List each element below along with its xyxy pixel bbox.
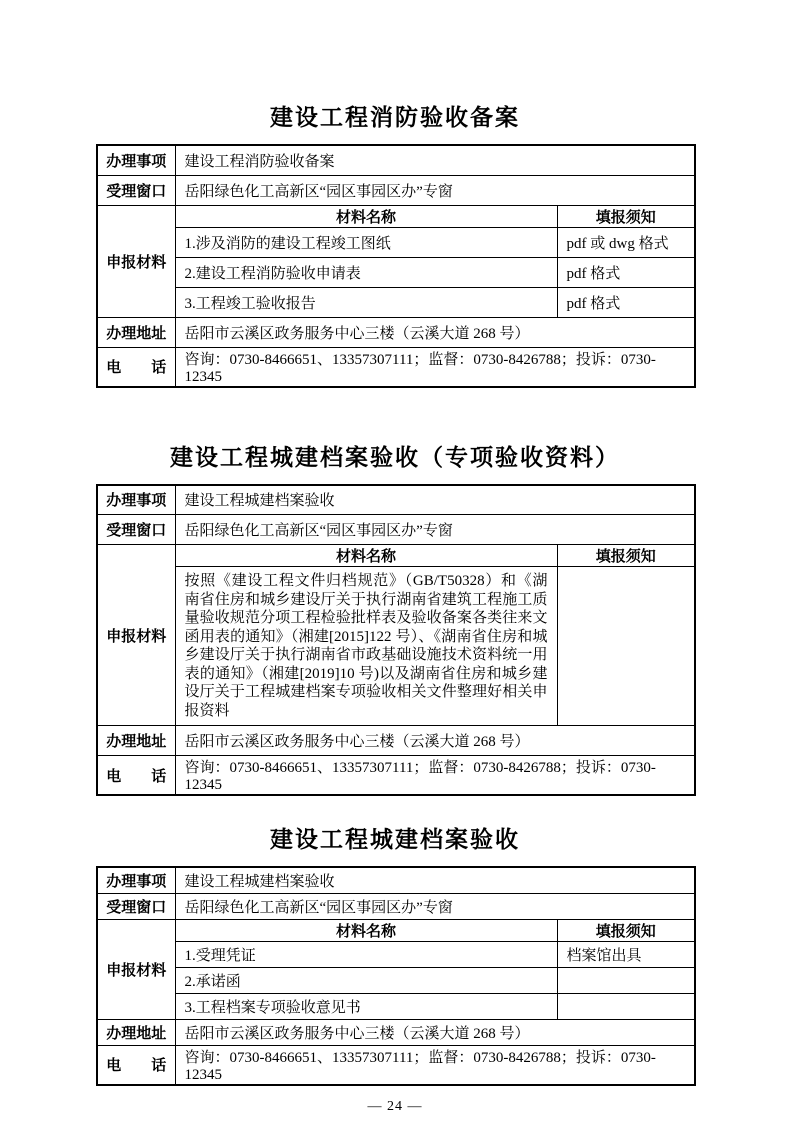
value-address: 岳阳市云溪区政务服务中心三楼（云溪大道 268 号） [175,317,695,347]
header-notes: 填报须知 [557,919,695,941]
value-item: 建设工程城建档案验收 [175,867,695,893]
material-name: 1.涉及消防的建设工程竣工图纸 [175,227,557,257]
material-row [97,257,695,287]
section-title: 建设工程消防验收备案 [270,105,520,130]
archive-special-table [96,484,696,797]
section-fire-inspection-record [96,104,694,388]
label-item: 办理事项 [97,145,175,175]
material-row [97,941,695,967]
label-phone: 电 话 [97,1045,175,1085]
material-name: 2.建设工程消防验收申请表 [175,257,557,287]
label-phone: 电 话 [97,756,175,796]
value-phone: 咨询：0730-8466651、13357307111；监督：0730-8426788；投诉：0730-12345 [175,1045,695,1085]
table-row-window [97,515,695,545]
fire-inspection-table [96,144,696,388]
table-row-materials-header [97,919,695,941]
material-row [97,287,695,317]
table-row-item [97,485,695,515]
label-window: 受理窗口 [97,515,175,545]
table-row-phone [97,347,695,387]
value-address: 岳阳市云溪区政务服务中心三楼（云溪大道 268 号） [175,1019,695,1045]
value-phone: 咨询：0730-8466651、13357307111；监督：0730-8426788；投诉：0730-12345 [175,756,695,796]
material-note: 档案馆出具 [557,941,695,967]
label-materials: 申报材料 [97,205,175,317]
section-archive-acceptance-special [96,444,694,797]
table-row-materials-header [97,205,695,227]
section-archive-acceptance [96,826,694,1086]
header-notes: 填报须知 [557,545,695,567]
value-address: 岳阳市云溪区政务服务中心三楼（云溪大道 268 号） [175,726,695,756]
page-number: — 24 — [367,1098,423,1114]
label-phone: 电 话 [97,347,175,387]
label-window: 受理窗口 [97,893,175,919]
material-note [557,993,695,1019]
table-row-address [97,317,695,347]
material-note: pdf 或 dwg 格式 [557,227,695,257]
document-content [96,104,694,1115]
material-row [97,227,695,257]
material-name: 3.工程竣工验收报告 [175,287,557,317]
value-phone: 咨询：0730-8466651、13357307111；监督：0730-8426788；投诉：0730-12345 [175,347,695,387]
value-item: 建设工程城建档案验收 [175,485,695,515]
label-address: 办理地址 [97,1019,175,1045]
archive-acceptance-table [96,866,696,1086]
table-row-item [97,867,695,893]
value-window: 岳阳绿色化工高新区“园区事园区办”专窗 [175,893,695,919]
value-window: 岳阳绿色化工高新区“园区事园区办”专窗 [175,515,695,545]
label-window: 受理窗口 [97,175,175,205]
label-materials: 申报材料 [97,919,175,1019]
material-row [97,967,695,993]
table-row-materials-header [97,545,695,567]
header-notes: 填报须知 [557,205,695,227]
section-title: 建设工程城建档案验收（专项验收资料） [170,444,620,470]
table-row-window [97,893,695,919]
table-row-phone [97,756,695,796]
label-item: 办理事项 [97,867,175,893]
table-row-phone [97,1045,695,1085]
label-materials: 申报材料 [97,545,175,726]
material-note: pdf 格式 [557,287,695,317]
material-name: 3.工程档案专项验收意见书 [175,993,557,1019]
table-row-window [97,175,695,205]
header-material-name: 材料名称 [175,205,557,227]
material-note: pdf 格式 [557,257,695,287]
material-row [97,993,695,1019]
header-material-name: 材料名称 [175,919,557,941]
value-item: 建设工程消防验收备案 [175,145,695,175]
material-note [557,567,695,726]
table-row-address [97,1019,695,1045]
table-row-item [97,145,695,175]
value-window: 岳阳绿色化工高新区“园区事园区办”专窗 [175,175,695,205]
section-title: 建设工程城建档案验收 [270,827,520,852]
table-row-address [97,726,695,756]
material-row [97,567,695,726]
label-item: 办理事项 [97,485,175,515]
material-name: 按照《建设工程文件归档规范》（GB/T50328）和《湖南省住房和城乡建设厅关于执行湖南省建筑工程施工质量验收规范分项工程检验批样表及验收备案各类往来文函用表的通知》（湘建[2015]122 号）、《湖南省住房和城乡建设厅关于执行湖南省市政基础设施技术资料统一用表的通知》（湘建[2019]10 号)以及湖南省住房和城乡建设厅关于工程城建档案专项验收相关文件整理好相关申报资料 [175,567,557,726]
label-address: 办理地址 [97,317,175,347]
material-name: 2.承诺函 [175,967,557,993]
header-material-name: 材料名称 [175,545,557,567]
material-name: 1.受理凭证 [175,941,557,967]
label-address: 办理地址 [97,726,175,756]
material-note [557,967,695,993]
